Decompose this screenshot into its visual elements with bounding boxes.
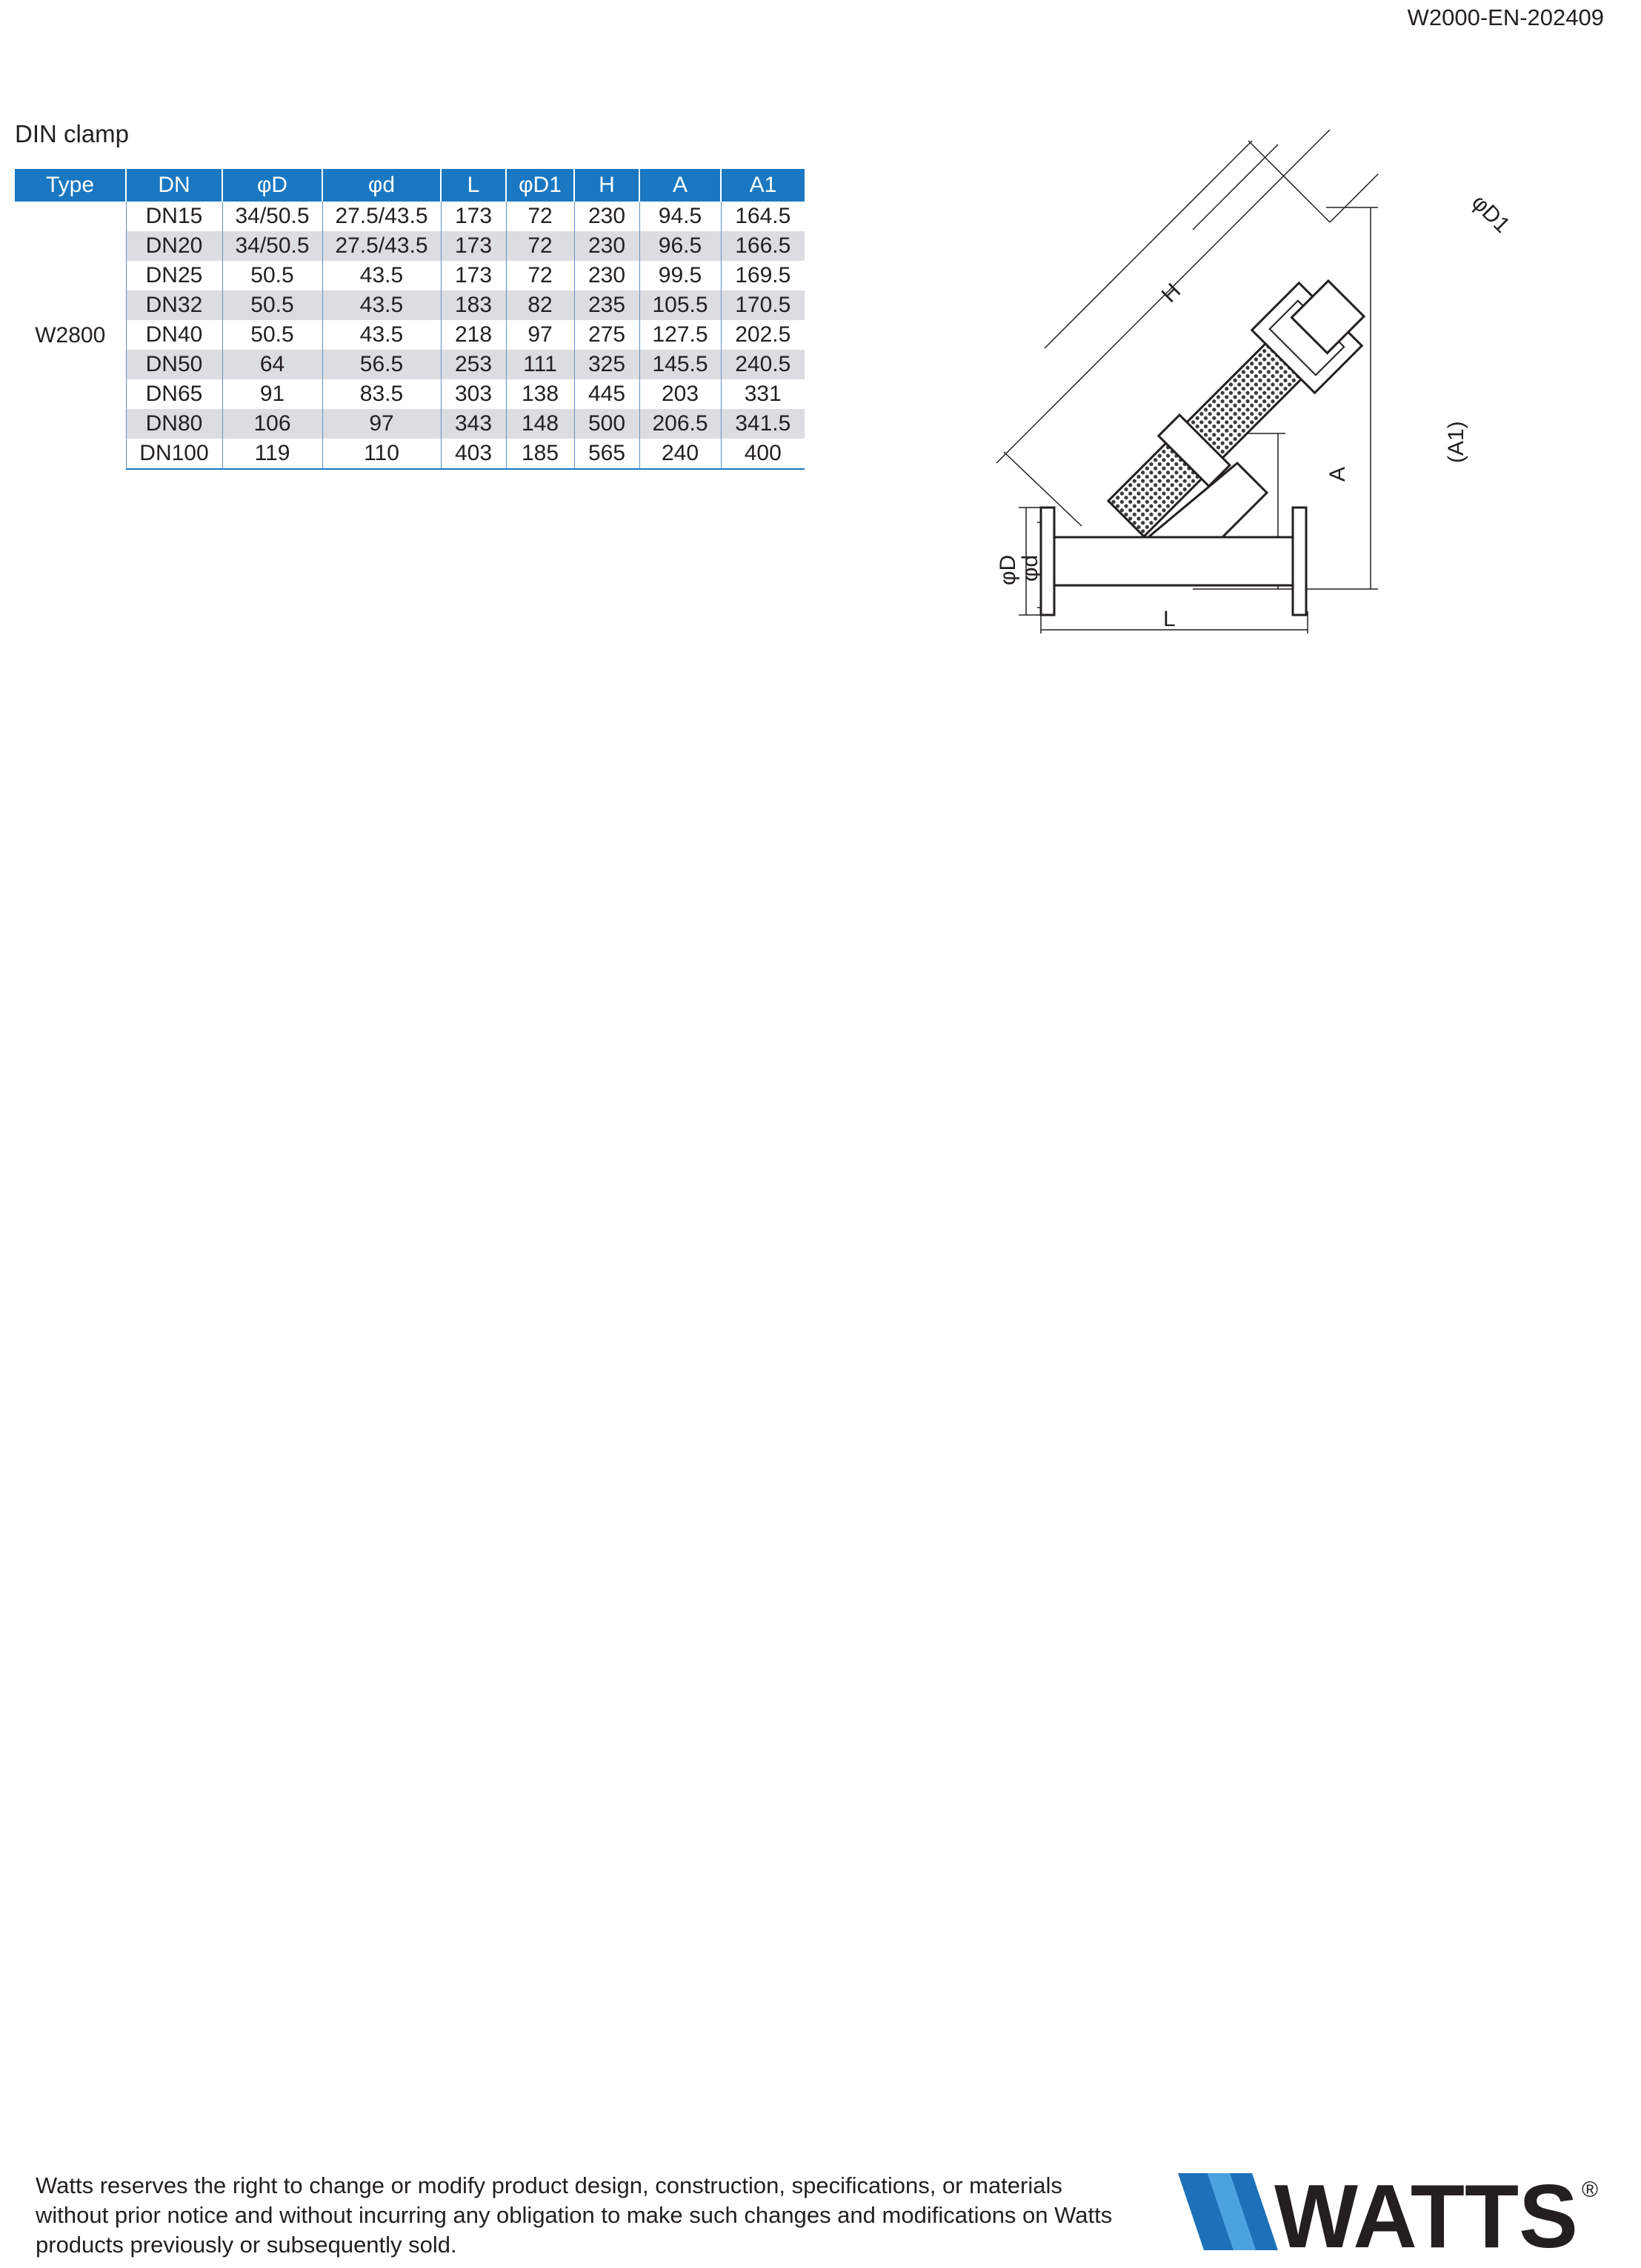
- table-cell: 230: [574, 261, 639, 290]
- table-cell: 145.5: [639, 350, 721, 379]
- table-cell: 240.5: [721, 350, 805, 379]
- table-cell: 138: [506, 379, 574, 409]
- label-h: H: [1156, 279, 1186, 307]
- table-header-row: [15, 169, 805, 202]
- table-cell: DN25: [126, 261, 222, 290]
- column-header: φd: [322, 169, 441, 202]
- table-cell: 94.5: [639, 202, 721, 231]
- table-cell: 127.5: [639, 320, 721, 350]
- type-cell: W2800: [35, 322, 106, 347]
- footer-disclaimer: Watts reserves the right to change or modify product design, construction, specifications, or materials without prior notice and without incurring any obligation to make such changes and modifications on Watts products previously or subsequently sold.: [36, 2172, 1113, 2258]
- table-cell: 173: [441, 231, 506, 261]
- column-header: DN: [126, 169, 222, 202]
- table-cell: 253: [441, 350, 506, 379]
- table-cell: 64: [222, 350, 322, 379]
- table-cell: 148: [506, 409, 574, 439]
- label-d: φD: [996, 554, 1020, 585]
- table-cell: 445: [574, 379, 639, 409]
- table-cell: 206.5: [639, 409, 721, 439]
- table-cell: 43.5: [322, 320, 441, 350]
- table-cell: 111: [506, 350, 574, 379]
- table-cell: 235: [574, 290, 639, 320]
- table-cell: 400: [721, 439, 805, 469]
- table-cell: 169.5: [721, 261, 805, 290]
- label-small-d: φd: [1018, 554, 1042, 582]
- table-cell: DN20: [126, 231, 222, 261]
- column-header: A1: [721, 169, 805, 202]
- table-cell: 56.5: [322, 350, 441, 379]
- table-cell: 240: [639, 439, 721, 469]
- table-cell: 50.5: [222, 261, 322, 290]
- table-cell: 218: [441, 320, 506, 350]
- table-cell: 50.5: [222, 320, 322, 350]
- table-cell: 170.5: [721, 290, 805, 320]
- table-cell: 27.5/43.5: [322, 231, 441, 261]
- table-cell: 183: [441, 290, 506, 320]
- table-cell: 119: [222, 439, 322, 469]
- table-cell: 202.5: [721, 320, 805, 350]
- table-row: [15, 290, 805, 320]
- table-cell: 43.5: [322, 290, 441, 320]
- table-cell: 105.5: [639, 290, 721, 320]
- column-header: φD: [222, 169, 322, 202]
- table-cell: 34/50.5: [222, 202, 322, 231]
- column-header: H: [574, 169, 639, 202]
- table-cell: DN100: [126, 439, 222, 469]
- table-row: [15, 379, 805, 409]
- dimensions-table: [15, 169, 805, 470]
- table-cell: 97: [506, 320, 574, 350]
- table-row: [15, 202, 805, 231]
- table-cell: 343: [441, 409, 506, 439]
- table-cell: 83.5: [322, 379, 441, 409]
- table-cell: 96.5: [639, 231, 721, 261]
- table-cell: DN40: [126, 320, 222, 350]
- column-header: A: [639, 169, 721, 202]
- table-row: [15, 261, 805, 290]
- table-cell: 72: [506, 261, 574, 290]
- table-cell: 173: [441, 202, 506, 231]
- table-row: [15, 350, 805, 379]
- table-cell: 303: [441, 379, 506, 409]
- logo-text: WATTS: [1274, 2167, 1578, 2256]
- section-title: DIN clamp: [15, 120, 130, 147]
- table-cell: 106: [222, 409, 322, 439]
- logo-registered-mark: ®: [1582, 2178, 1599, 2202]
- table-cell: DN32: [126, 290, 222, 320]
- table-cell: 173: [441, 261, 506, 290]
- table-row: [15, 409, 805, 439]
- column-header: φD1: [506, 169, 574, 202]
- label-a1: (A1): [1444, 421, 1468, 463]
- table-cell: DN80: [126, 409, 222, 439]
- table-cell: 230: [574, 202, 639, 231]
- column-header: L: [441, 169, 506, 202]
- table-cell: 91: [222, 379, 322, 409]
- table-cell: 341.5: [721, 409, 805, 439]
- table-cell: DN65: [126, 379, 222, 409]
- table-row: [15, 231, 805, 261]
- table-cell: 164.5: [721, 202, 805, 231]
- table-cell: 43.5: [322, 261, 441, 290]
- table-cell: 403: [441, 439, 506, 469]
- table-cell: 325: [574, 350, 639, 379]
- table-cell: 72: [506, 231, 574, 261]
- strainer-technical-drawing: [956, 122, 1548, 641]
- table-cell: 275: [574, 320, 639, 350]
- table-cell: 97: [322, 409, 441, 439]
- column-header: Type: [15, 169, 126, 202]
- table-cell: 500: [574, 409, 639, 439]
- document-code: W2000-EN-202409: [1407, 4, 1604, 30]
- table-row: [15, 439, 805, 469]
- table-cell: 110: [322, 439, 441, 469]
- label-l: L: [1163, 607, 1176, 631]
- table-cell: 72: [506, 202, 574, 231]
- watts-logo: [1178, 2167, 1608, 2256]
- table-cell: 82: [506, 290, 574, 320]
- table-cell: 230: [574, 231, 639, 261]
- table-cell: 27.5/43.5: [322, 202, 441, 231]
- label-d1: φD1: [1467, 190, 1515, 238]
- table-cell: 185: [506, 439, 574, 469]
- table-cell: DN15: [126, 202, 222, 231]
- table-cell: 34/50.5: [222, 231, 322, 261]
- table-cell: 565: [574, 439, 639, 469]
- label-a: A: [1325, 466, 1350, 482]
- table-cell: DN50: [126, 350, 222, 379]
- table-cell: 203: [639, 379, 721, 409]
- table-row: [15, 320, 805, 350]
- table-cell: 50.5: [222, 290, 322, 320]
- table-cell: 166.5: [721, 231, 805, 261]
- table-cell: 331: [721, 379, 805, 409]
- table-cell: 99.5: [639, 261, 721, 290]
